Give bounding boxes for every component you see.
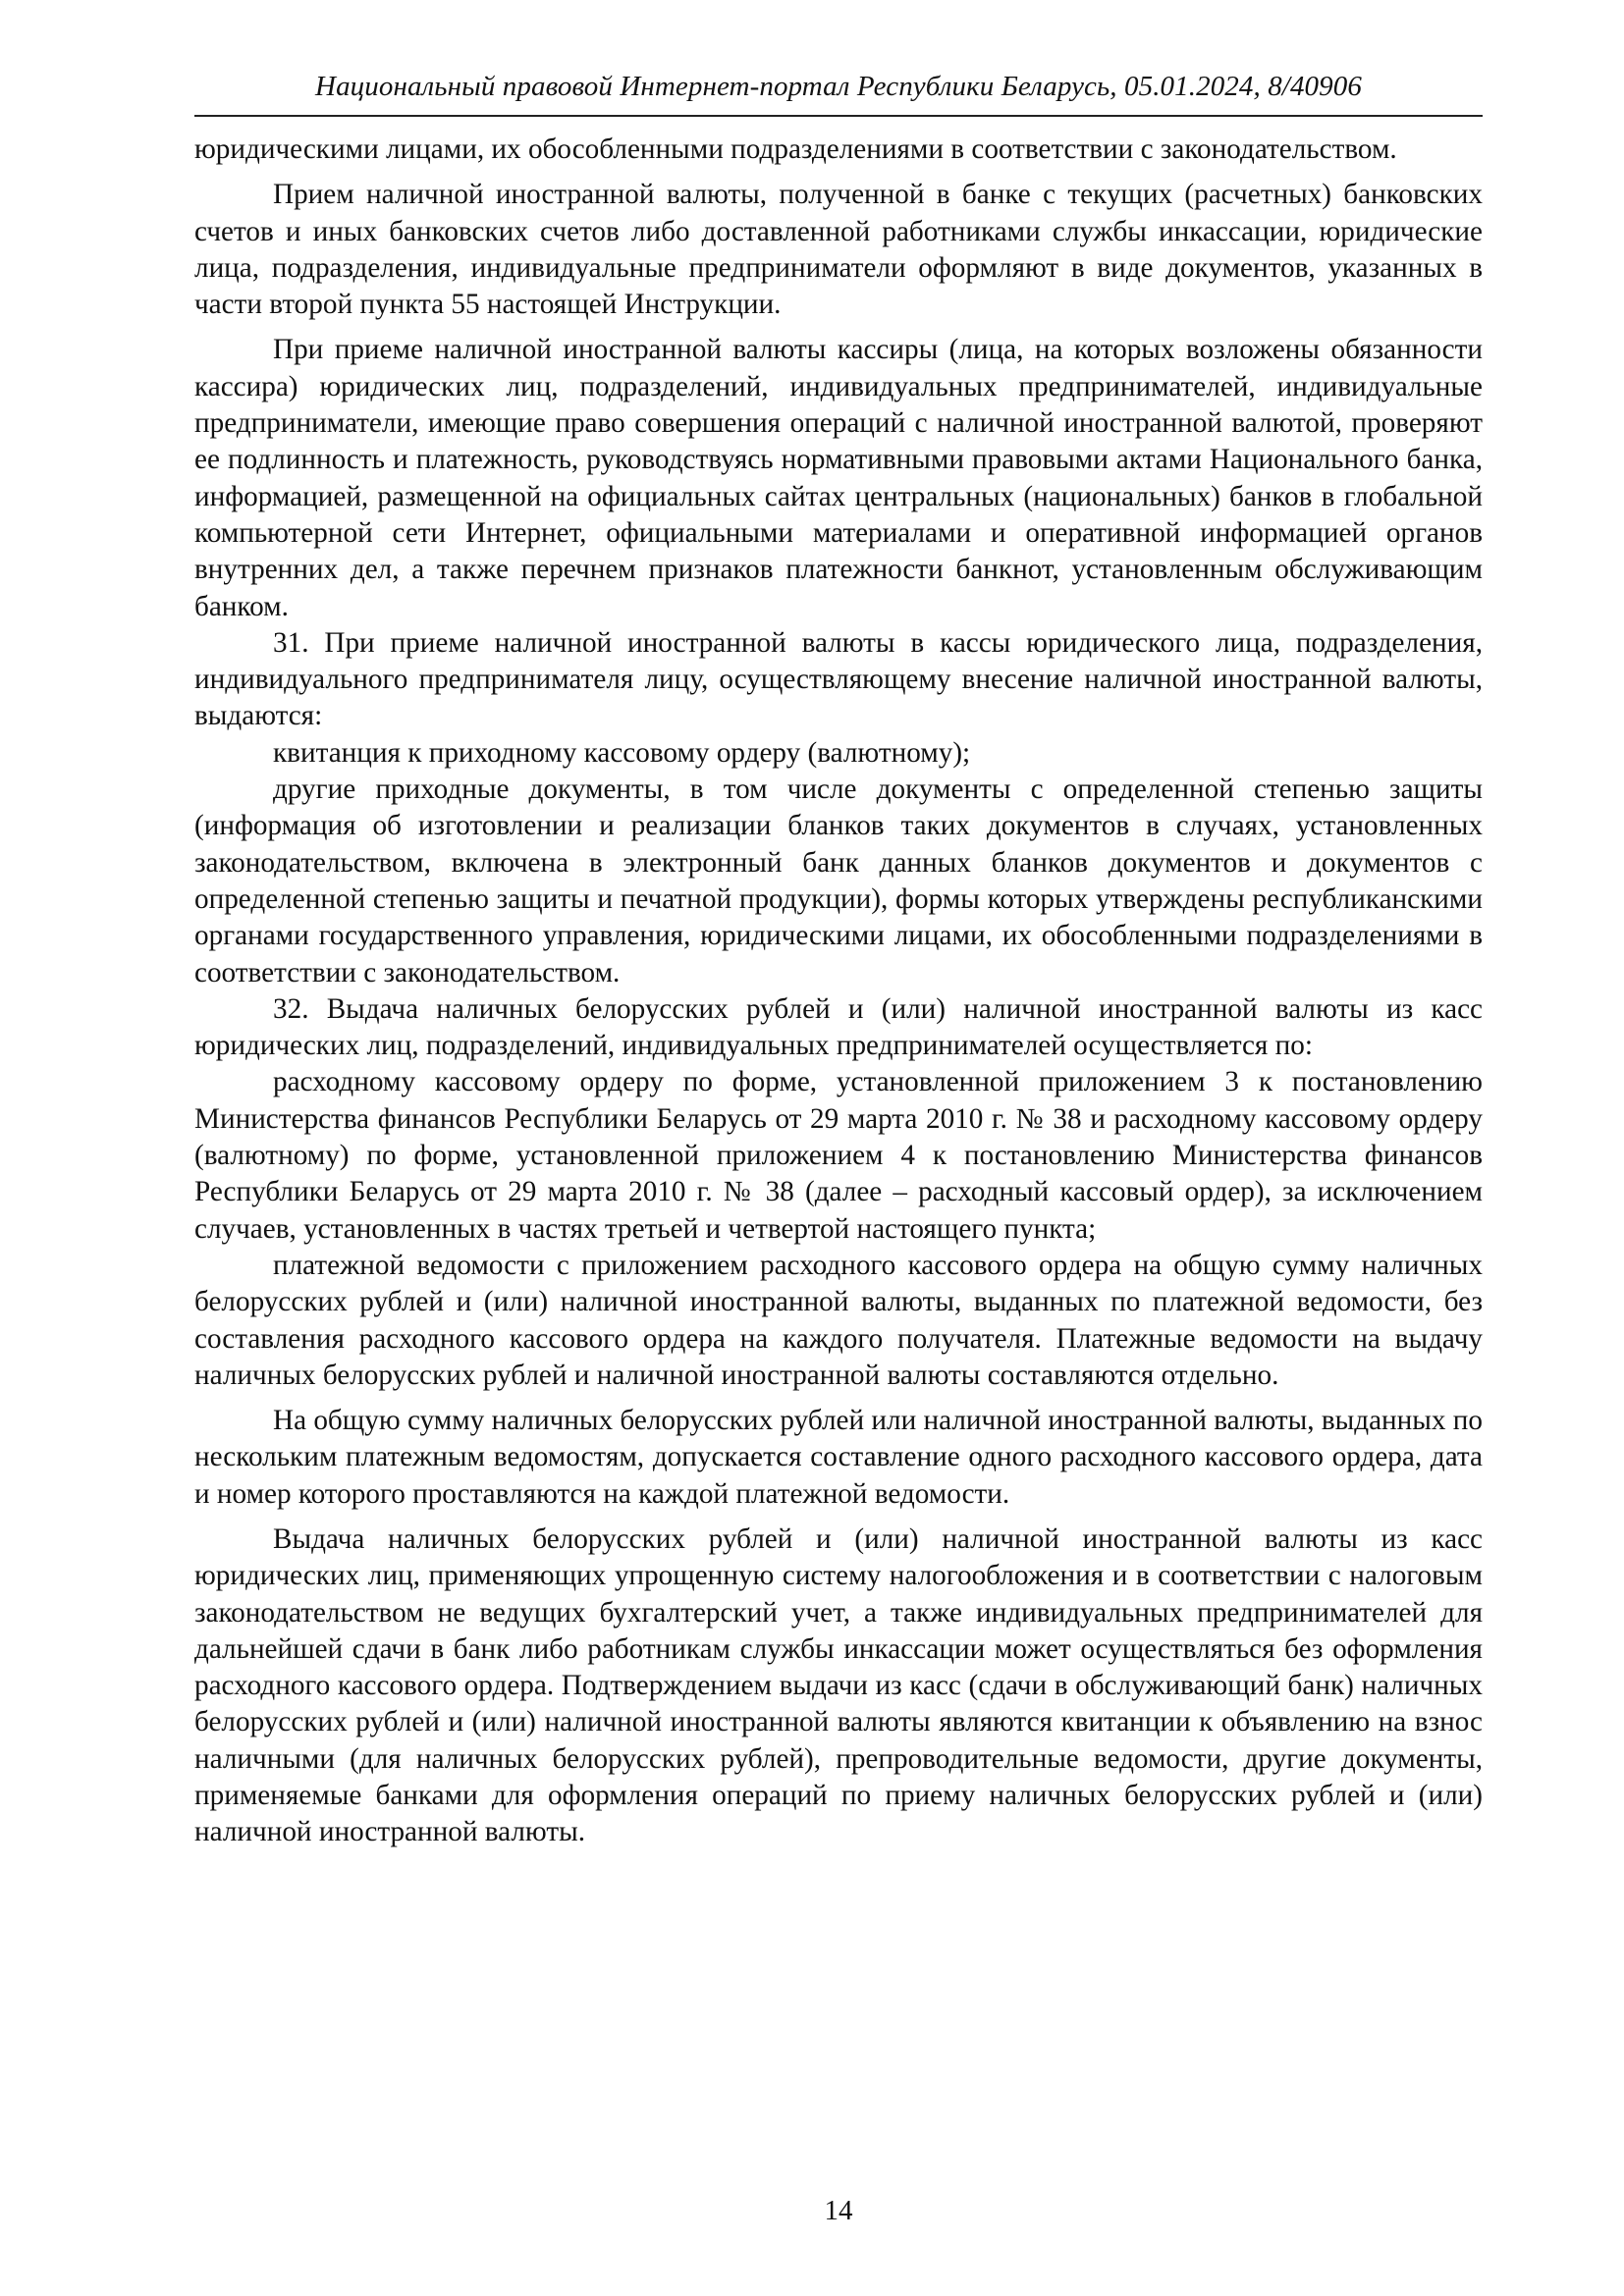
paragraph: На общую сумму наличных белорусских рублей или наличной иностранной валюты, выданных по нескольким платежным ведомостям, допускается составление одного расходного кассового ордера, дата и номер которого проставляются на каждой платежной ведомости. [194, 1405, 1483, 1510]
paragraph: другие приходные документы, в том числе документы с определенной степенью защиты (информация об изготовлении и реализации бланков таких документов в случаях, установленных законодательством, включена в электронный банк данных бланков документов и документов с определенной степенью защиты и печатной продукции), формы которых утверждены республиканскими органами государственного управления, юридическими лицами, их обособленными подразделениями в соответствии с законодательством. [194, 774, 1483, 988]
paragraph: Прием наличной иностранной валюты, полученной в банке с текущих (расчетных) банковских счетов и иных банковских счетов либо доставленной работниками службы инкассации, юридические лица, подразделения, индивидуальные предприниматели оформляют в виде документов, указанных в части второй пункта 55 настоящей Инструкции. [194, 179, 1483, 321]
paragraph: платежной ведомости с приложением расходного кассового ордера на общую сумму наличных белорусских рублей и (или) наличной иностранной валюты, выданных по платежной ведомости, без составления расходного кассового ордера на каждого получателя. Платежные ведомости на выдачу наличных белорусских рублей и наличной иностранной валюты составляются отдельно. [194, 1249, 1483, 1391]
header-divider [194, 115, 1483, 117]
portal-header: Национальный правовой Интернет-портал Республики Беларусь, 05.01.2024, 8/40906 [315, 71, 1362, 102]
paragraph: 31. При приеме наличной иностранной валюты в кассы юридического лица, подразделения, индивидуального предпринимателя лицу, осуществляющему внесение наличной иностранной валюты, выдаются: [194, 626, 1483, 732]
document-body [194, 132, 1483, 1851]
paragraph: юридическими лицами, их обособленными подразделениями в соответствии с законодательством. [194, 133, 1397, 165]
paragraph: расходному кассовому ордеру по форме, установленной приложением 3 к постановлению Министерства финансов Республики Беларусь от 29 марта 2010 г. № 38 и расходному кассовому ордеру (валютному) по форме, установленной приложением 4 к постановлению Министерства финансов Республики Беларусь от 29 марта 2010 г. № 38 (далее – расходный кассовый ордер), за исключением случаев, установленных в частях третьей и четвертой настоящего пункта; [194, 1066, 1483, 1245]
page-number: 14 [824, 2195, 853, 2226]
paragraph: 32. Выдача наличных белорусских рублей и (или) наличной иностранной валюты из касс юридических лиц, подразделений, индивидуальных предпринимателей осуществляется по: [194, 992, 1483, 1062]
paragraph: При приеме наличной иностранной валюты кассиры (лица, на которых возложены обязанности кассира) юридических лиц, подразделений, индивидуальных предпринимателей, индивидуальные предприниматели, имеющие право совершения операций с наличной иностранной валютой, проверяют ее подлинность и платежность, руководствуясь нормативными правовыми актами Национального банка, информацией, размещенной на официальных сайтах центральных (национальных) банков в глобальной компьютерной сети Интернет, официальными материалами и оперативной информацией органов внутренних дел, а также перечнем признаков платежности банкнот, установленным обслуживающим банком. [194, 334, 1483, 622]
paragraph: квитанция к приходному кассовому ордеру (валютному); [273, 736, 971, 769]
paragraph: Выдача наличных белорусских рублей и (или) наличной иностранной валюты из касс юридических лиц, применяющих упрощенную систему налогообложения и в соответствии с налоговым законодательством не ведущих бухгалтерский учет, а также индивидуальных предпринимателей для дальнейшей сдачи в банк либо работникам службы инкассации может осуществляться без оформления расходного кассового ордера. Подтверждением выдачи из касс (сдачи в обслуживающий банк) наличных белорусских рублей и (или) наличной иностранной валюты являются квитанции к объявлению на взнос наличными (для наличных белорусских рублей), препроводительные ведомости, другие документы, применяемые банками для оформления операций по приему наличных белорусских рублей и (или) наличной иностранной валюты. [194, 1522, 1483, 1848]
